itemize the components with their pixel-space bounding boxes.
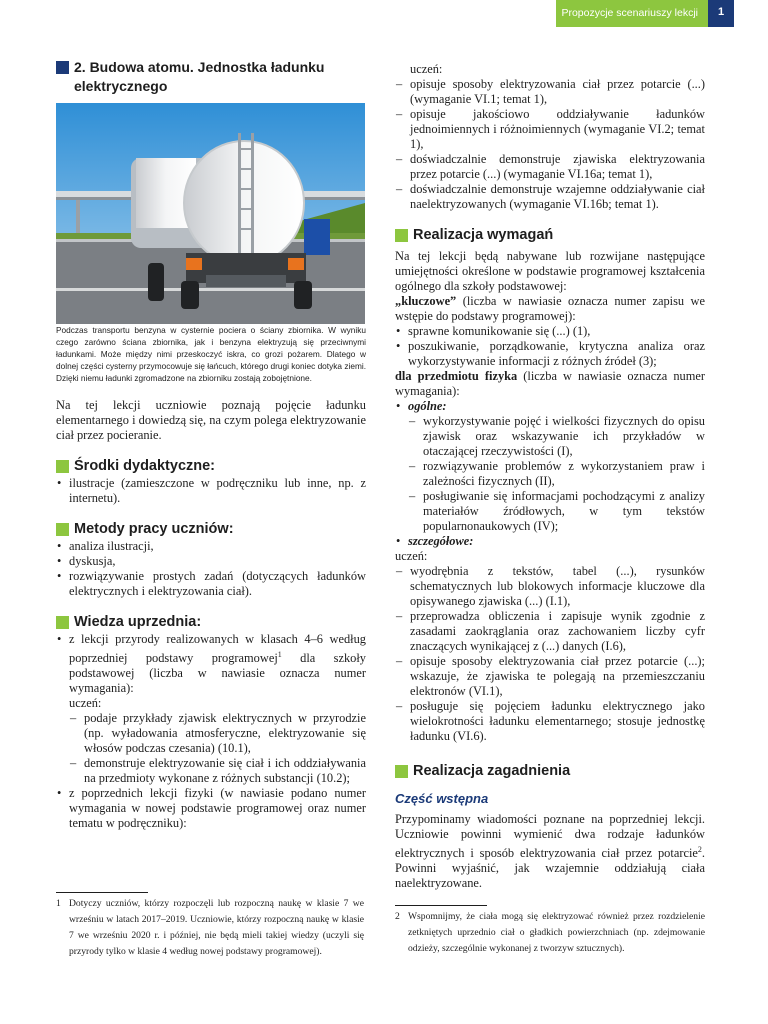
footnote-2 [395,909,705,957]
list-item: – opisuje sposoby elektryzowania ciał przez potarcie (...); wskazuje, że zjawiska te polegają na przemieszczaniu elektronów (VI.1), [410,654,705,699]
section-heading-metody-text: Metody pracy uczniów: [74,521,234,537]
wiedza1-sublist [69,711,366,786]
list-item: • rozwiązywanie prostych zadań (dotyczących ładunków elektrycznych i elektryzowania ciał). [69,569,366,599]
wiedza-list [56,632,366,831]
fizyka-rest: (liczba w nawiasie oznacza numer wymagania): [395,369,705,398]
list-item: – opisuje sposoby elektryzowania ciał przez potarcie (...) (wymaganie VI.1; temat 1), [410,77,705,107]
uczen-label: uczeń: [69,696,102,711]
kluczowe-list [395,324,705,369]
footnote-rule-right [395,905,487,906]
czesc-wstepna-heading: Część wstępna [395,791,489,806]
fizyka-bold: dla przedmiotu fizyka [395,369,518,383]
ogolne-label: ogólne: [408,399,447,413]
list-item: • ilustracje (zamieszczone w podręczniku lub inne, np. z internetu). [69,476,366,506]
title-marker [56,61,69,74]
section-heading-metody [56,520,366,539]
list-item: – wyodrębnia z tekstów, tabel (...), rysunków schematycznych lub blokowych informacje kluczowe dla opisywanego zjawiska (...) (I.1), [410,564,705,609]
photo-caption: Podczas transportu benzyna w cysternie pociera o ściany zbiornika. W wyniku czego zarówno ściana zbiornika, jak i benzyna elektryzują się przeciwnymi ładunkami. Może między nimi przeskoczyć iskra, co grozi pożarem. Dlatego w dolnej części cysterny przymocowuje się łańcuch, którego drugi koniec dotyka ziemi. Dzięki niemu ładunki zgromadzone na zbiorniku zostają zobojętnione. [56,325,366,383]
header-label-bar [556,0,708,27]
list-item: – wykorzystywanie pojęć i wielkości fizycznych do opisu zjawisk oraz wskazywanie ich przykładów w otaczającej rzeczywistości (I), [423,414,705,459]
list-item: – rozwiązywanie problemów z wykorzystaniem praw i zależności fizycznych (II), [423,459,705,489]
wiedza1-text-a: z lekcji przyrody realizowanych w klasach 4–6 według poprzedniej podstawy programowej [69,632,366,666]
wiedza-marker [56,616,69,629]
footnote-1 [56,896,364,960]
kluczowe-bold: „kluczowe” [395,294,457,308]
kluczowe-rest: (liczba w nawiasie oznacza numer zapisu we wstępie do podstawy programowej): [395,294,705,323]
top-requirements-list [395,77,705,212]
intro-paragraph: Na tej lekcji uczniowie poznają pojęcie ładunku elementarnego i dowiedzą się, na czym polega elektryzowanie ciał przez pocieranie. [56,398,366,442]
srodki-list [56,476,366,506]
footnote-2-number: 2 [395,911,400,922]
wiedza1-text-b: dla szkoły podstawowej (liczba w nawiasie oznacza numer wymagania): [69,651,366,696]
kluczowe-intro [395,294,705,324]
ogolne-sublist [408,414,705,534]
section-heading-wiedza [56,613,366,632]
footnote-rule-left [56,892,148,893]
section-heading-realizacja [395,226,705,245]
fizyka-list [395,399,705,549]
list-item: – podaje przykłady zjawisk elektrycznych w przyrodzie (np. wyładowania atmosferyczne, elektryzowanie się włosów podczas czesania) (10.1), [84,711,366,756]
list-item: • poszukiwanie, porządkowanie, krytyczna analiza oraz wykorzystywanie informacji z różnych źródeł (3); [408,339,705,369]
list-item: – posługuje się pojęciem ładunku elektrycznego jako wielokrotności ładunku elementarnego; stosuje jednostkę ładunku (VI.6). [410,699,705,744]
list-item: – opisuje jakościowo oddziaływanie ładunków jednoimiennych i różnoimiennych (wymaganie VI.2; temat 1), [410,107,705,152]
lesson-title [56,58,366,96]
fizyka-intro [395,369,705,399]
srodki-marker [56,460,69,473]
footnote-ref-2: 2 [697,845,702,854]
realizacja-paragraph: Na tej lekcji będą nabywane lub rozwijane następujące umiejętności określone w podstawie programowej kształcenia ogólnego dla szkoły podstawowej: [395,249,705,293]
list-item [408,399,705,534]
metody-list [56,539,366,599]
section-heading-srodki [56,457,366,476]
header-label: Propozycje scenariuszy lekcji [561,7,698,19]
section-heading-wiedza-text: Wiedza uprzednia: [74,614,202,630]
footnote-1-text: Dotyczy uczniów, którzy rozpoczęli lub rozpoczną naukę w klasie 7 we wrześniu w latach 2017–2019. Uczniowie, którzy rozpoczną naukę w klasie 7 we wrześniu 2020 r. i później, nie będą mieli takiej wiedzy (uczyli się przyrody tylko w klasie 4 według nowej podstawy programowej). [69,898,364,957]
list-item [408,534,705,549]
szczegolowe-list [395,564,705,744]
list-item: • analiza ilustracji, [69,539,366,554]
list-item: • sprawne komunikowanie się (...) (1), [408,324,705,339]
zagadnienie-marker [395,765,408,778]
metody-marker [56,523,69,536]
section-heading-srodki-text: Środki dydaktyczne: [74,458,216,474]
section-heading-realizacja-text: Realizacja wymagań [413,227,554,243]
list-item: – demonstruje elektryzowanie się ciał i ich oddziaływania na przedmioty wykonane z różnych substancji (10.2); [84,756,366,786]
section-heading-zagadnienie-text: Realizacja zagadnienia [413,763,571,779]
list-item: – doświadczalnie demonstruje wzajemne oddziaływanie ciał naelektryzowanych (wymaganie VI.16b; temat 1). [410,182,705,212]
czesc-text-b: . Powinni wyjaśnić, jak wzajemnie oddziałują ciała naelektryzowane. [395,846,705,891]
left-column [56,58,366,831]
list-item: • dyskusja, [69,554,366,569]
footnote-ref-1: 1 [277,650,282,659]
list-item: – doświadczalnie demonstruje zjawiska elektryzowania przez potarcie (...) (wymaganie VI.16a; temat 1), [410,152,705,182]
section-heading-zagadnienie [395,762,705,781]
tanker-truck-photo [56,103,365,324]
list-item [69,632,366,786]
footnote-2-text: Wspomnijmy, że ciała mogą się elektryzować również przez rozdzielenie zetkniętych uprzednio ciał o gładkich powierzchniach (np. zdejmowanie odzieży, szczególnie wykonanej z tworzyw sztucznych). [408,911,705,954]
czesc-wstepna-paragraph [395,812,705,891]
list-item: – przeprowadza obliczenia i zapisuje wynik zgodnie z zasadami zaokrąglania oraz zachowaniem liczby cyfr znaczących wynikającej z (...) danych (I.6), [410,609,705,654]
realizacja-marker [395,229,408,242]
czesc-text-a: Przypominamy wiadomości poznane na poprzedniej lekcji. Uczniowie powinni wymienić dwa rodzaje ładunków elektrycznych i sposób elektryzowania ciał przez potarcie [395,812,705,861]
szczegolowe-label: szczegółowe: [408,534,474,548]
uczen-label-top: uczeń: [410,62,443,76]
footnote-1-number: 1 [56,898,61,909]
list-item: – posługiwanie się informacjami pochodzącymi z analizy materiałów źródłowych, w tym tekstów popularnonaukowych (IV); [423,489,705,534]
right-column [395,62,705,891]
page-number-box [708,0,734,27]
page-number: 1 [717,6,725,18]
lesson-title-text: 2. Budowa atomu. Jednostka ładunku elektrycznego [74,59,325,94]
list-item: • z poprzednich lekcji fizyki (w nawiasie podano numer wymagania w nowej podstawie programowej oraz numer tematu w podręczniku): [69,786,366,831]
uczen-label-2: uczeń: [395,549,428,563]
